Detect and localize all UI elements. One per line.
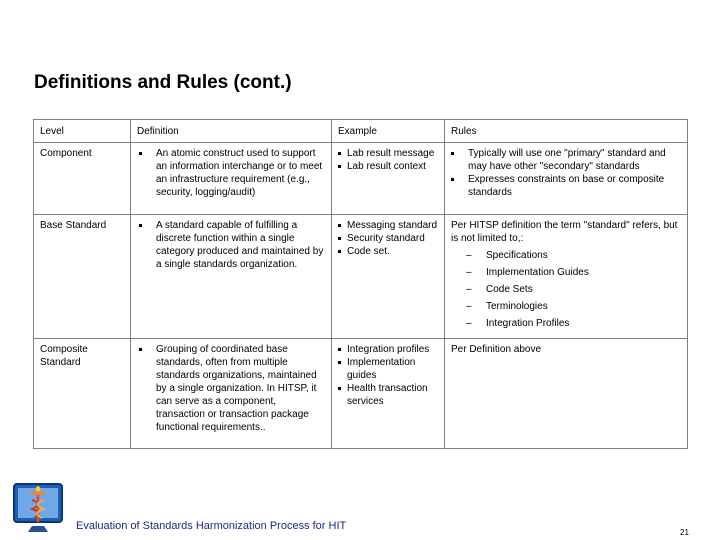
list-item: – Implementation Guides (451, 266, 681, 283)
rules-intro: Per HITSP definition the term "standard" refers, but is not limited to,: (451, 220, 678, 244)
list-item: Typically will use one "primary" standard and may have other "secondary" standards (451, 147, 681, 173)
header-definition: Definition (131, 120, 332, 143)
cell-rules (445, 215, 688, 339)
list-item: Messaging standard (338, 219, 438, 232)
cell-rules: Per Definition above (445, 339, 688, 449)
list-item: Security standard (338, 232, 438, 245)
page-title: Definitions and Rules (cont.) (34, 72, 292, 93)
header-example: Example (332, 120, 445, 143)
table-header-row (34, 120, 688, 143)
list-item: – Integration Profiles (451, 317, 681, 334)
list-item: Health transaction services (338, 382, 438, 408)
definition-text: Grouping of coordinated base standards, often from multiple standards organizations, maintained by a single organization. In HITSP, it can serve as a component, transaction or transaction package functional requirements.. (137, 343, 325, 434)
definition-text: A standard capable of fulfilling a discrete function within a single category produced and maintained by a single standards organization. (137, 219, 325, 271)
cell-definition (131, 143, 332, 215)
cell-level: Base Standard (34, 215, 131, 339)
cell-level: Component (34, 143, 131, 215)
cell-example (332, 339, 445, 449)
caduceus-logo-icon (12, 482, 70, 534)
cell-definition (131, 339, 332, 449)
list-item: Lab result message (338, 147, 438, 160)
list-item: Integration profiles (338, 343, 438, 356)
cell-rules (445, 143, 688, 215)
list-item: – Terminologies (451, 300, 681, 317)
cell-level: Composite Standard (34, 339, 131, 449)
header-rules: Rules (445, 120, 688, 143)
cell-example (332, 215, 445, 339)
list-item: Expresses constraints on base or composite standards (451, 173, 681, 199)
list-item: Lab result context (338, 160, 438, 173)
list-item: Implementation guides (338, 356, 438, 382)
definitions-table (33, 119, 688, 449)
footer-text: Evaluation of Standards Harmonization Process for HIT (76, 520, 347, 532)
table-row (34, 143, 688, 215)
table-row (34, 215, 688, 339)
list-item: – Specifications (451, 249, 681, 266)
cell-example (332, 143, 445, 215)
list-item: – Code Sets (451, 283, 681, 300)
definition-text: An atomic construct used to support an information interchange or to meet an infrastructure requirement (e.g., security, logging/audit) (137, 147, 325, 199)
page-number: 21 (680, 528, 689, 537)
table-row (34, 339, 688, 449)
list-item: Code set. (338, 245, 438, 258)
cell-definition (131, 215, 332, 339)
header-level: Level (34, 120, 131, 143)
